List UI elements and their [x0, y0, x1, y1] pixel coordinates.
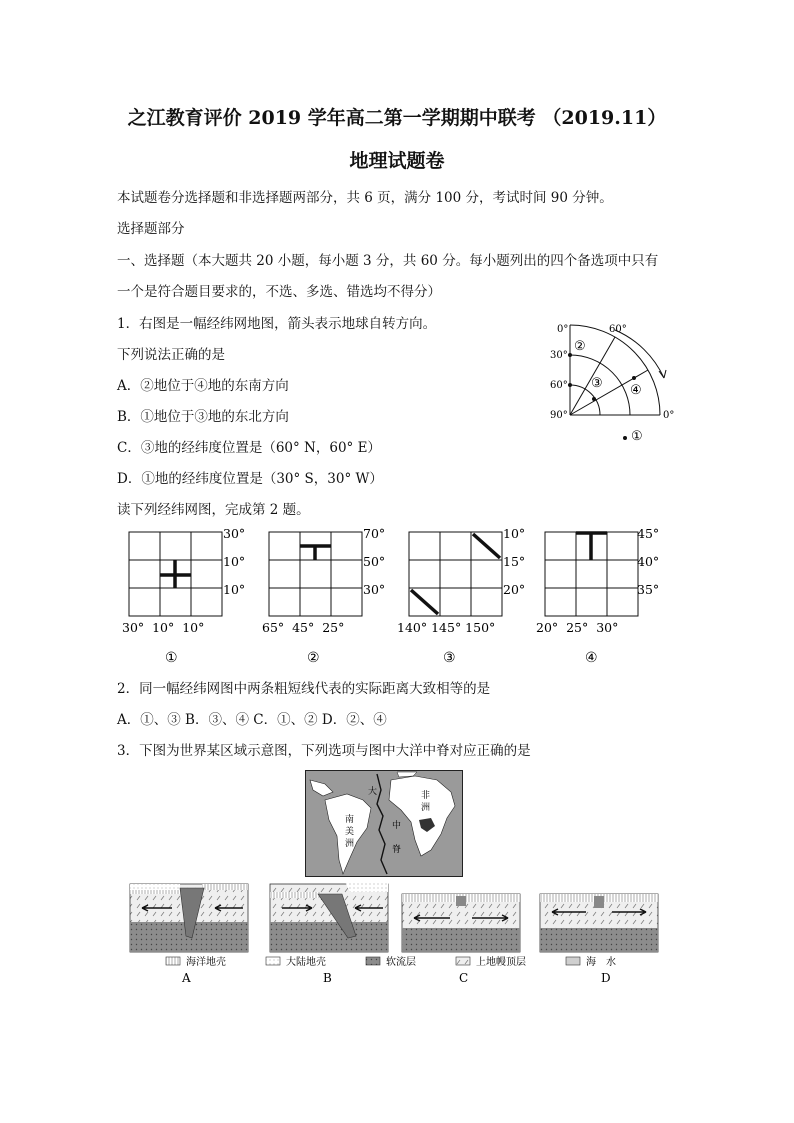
label-sa-3: 洲: [345, 839, 355, 849]
label-sa-2: 美: [345, 827, 355, 837]
grid3-lat-2: 15°: [503, 554, 526, 569]
label-af-2: 洲: [421, 803, 431, 813]
legend-continental-crust: 大陆地壳: [286, 957, 326, 968]
grid3-number: ③: [443, 650, 456, 666]
grid4-lon: 20° 25° 30°: [536, 620, 619, 635]
grid4-number: ④: [585, 650, 598, 666]
page-title: 之江教育评价 2019 学年高二第一学期期中联考 （2019.11）: [127, 107, 667, 129]
grid3-lat-3: 20°: [503, 582, 526, 597]
grid2-lat-2: 50°: [363, 554, 386, 569]
q2-grid-figures: [115, 524, 675, 669]
q1-stem-2: 下列说法正确的是: [117, 347, 225, 363]
q3-section-panels: [120, 878, 680, 986]
intro-text: 本试题卷分选择题和非选择题两部分，共 6 页，满分 100 分，考试时间 90 分钟。: [117, 190, 613, 206]
grid3-lon: 140° 145° 150°: [397, 620, 496, 635]
panel-label-b: B: [323, 971, 332, 985]
legend-oceanic-crust: 海洋地壳: [186, 957, 226, 968]
section-heading: 选择题部分: [117, 221, 185, 237]
lat-label-0: 0°: [557, 324, 569, 335]
q2-options: A．①、③ B．③、④ C．①、② D．②、④: [117, 712, 387, 728]
q3-stem: 3．下图为世界某区域示意图，下列选项与图中大洋中脊对应正确的是: [117, 743, 531, 759]
lat-label-30: 30°: [550, 350, 568, 361]
lat-label-60: 60°: [550, 380, 568, 391]
lon-label-top: 60°: [609, 324, 627, 335]
panel-label-c: C: [459, 971, 469, 985]
panel-a: [130, 884, 248, 952]
lat-label-90: 90°: [550, 410, 568, 421]
point-2: ②: [574, 339, 586, 354]
legend-asthenosphere: 软流层: [386, 957, 416, 968]
q1-option-b: B．①地位于③地的东北方向: [117, 409, 289, 425]
point-1: ①: [631, 429, 643, 444]
point-4: ④: [630, 383, 642, 398]
page-subtitle: 地理试题卷: [349, 150, 445, 172]
panel-c: [402, 894, 520, 952]
q1-graticule-figure: [545, 318, 685, 458]
legend-upper-mantle: 上地幔顶层: [476, 957, 526, 968]
grid2-lat-1: 70°: [363, 526, 386, 541]
grid1-lon: 30° 10° 10°: [122, 620, 205, 635]
panel-d: [540, 894, 658, 952]
label-ridge-2: 脊: [392, 845, 402, 855]
panel-label-a: A: [182, 971, 191, 985]
lon-label-right: 0°: [663, 410, 675, 421]
grid2-lon: 65° 45° 25°: [262, 620, 345, 635]
grid4-lat-2: 40°: [637, 554, 660, 569]
label-af-1: 非: [421, 791, 431, 801]
grid2-number: ②: [307, 650, 320, 666]
label-sa-1: 南: [345, 815, 355, 825]
q1-option-a: A．②地位于④地的东南方向: [117, 378, 289, 394]
part-instructions-2: 一个是符合题目要求的，不选、多选、错选均不得分）: [117, 284, 441, 300]
q1-option-d: D．①地的经纬度位置是（30° S，30° W）: [117, 471, 383, 487]
legend-seawater: 海 水: [586, 957, 616, 968]
q1-stem: 1．右图是一幅经纬网地图，箭头表示地球自转方向。: [117, 316, 437, 332]
q3-region-map: [305, 770, 463, 877]
grid3-lat-1: 10°: [503, 526, 526, 541]
panel-label-d: D: [601, 971, 611, 985]
label-ocean-1: 大: [368, 787, 378, 797]
panel-b: [270, 882, 388, 952]
q2-stem: 2．同一幅经纬网图中两条粗短线代表的实际距离大致相等的是: [117, 681, 491, 697]
part-instructions-1: 一、选择题（本大题共 20 小题，每小题 3 分，共 60 分。每小题列出的四个备选项中只有: [117, 253, 659, 269]
label-ridge-1: 中: [392, 821, 402, 831]
grid1-lat-3: 10°: [223, 582, 246, 597]
q1-option-c: C．③地的经纬度位置是（60° N，60° E）: [117, 440, 381, 456]
grid1-lat-1: 30°: [223, 526, 246, 541]
grid2-lat-3: 30°: [363, 582, 386, 597]
grid1-lat-2: 10°: [223, 554, 246, 569]
point-3: ③: [591, 376, 603, 391]
grid4-lat-3: 35°: [637, 582, 660, 597]
grid1-number: ①: [165, 650, 178, 666]
grid4-lat-1: 45°: [637, 526, 660, 541]
q2-intro: 读下列经纬网图，完成第 2 题。: [117, 502, 310, 518]
